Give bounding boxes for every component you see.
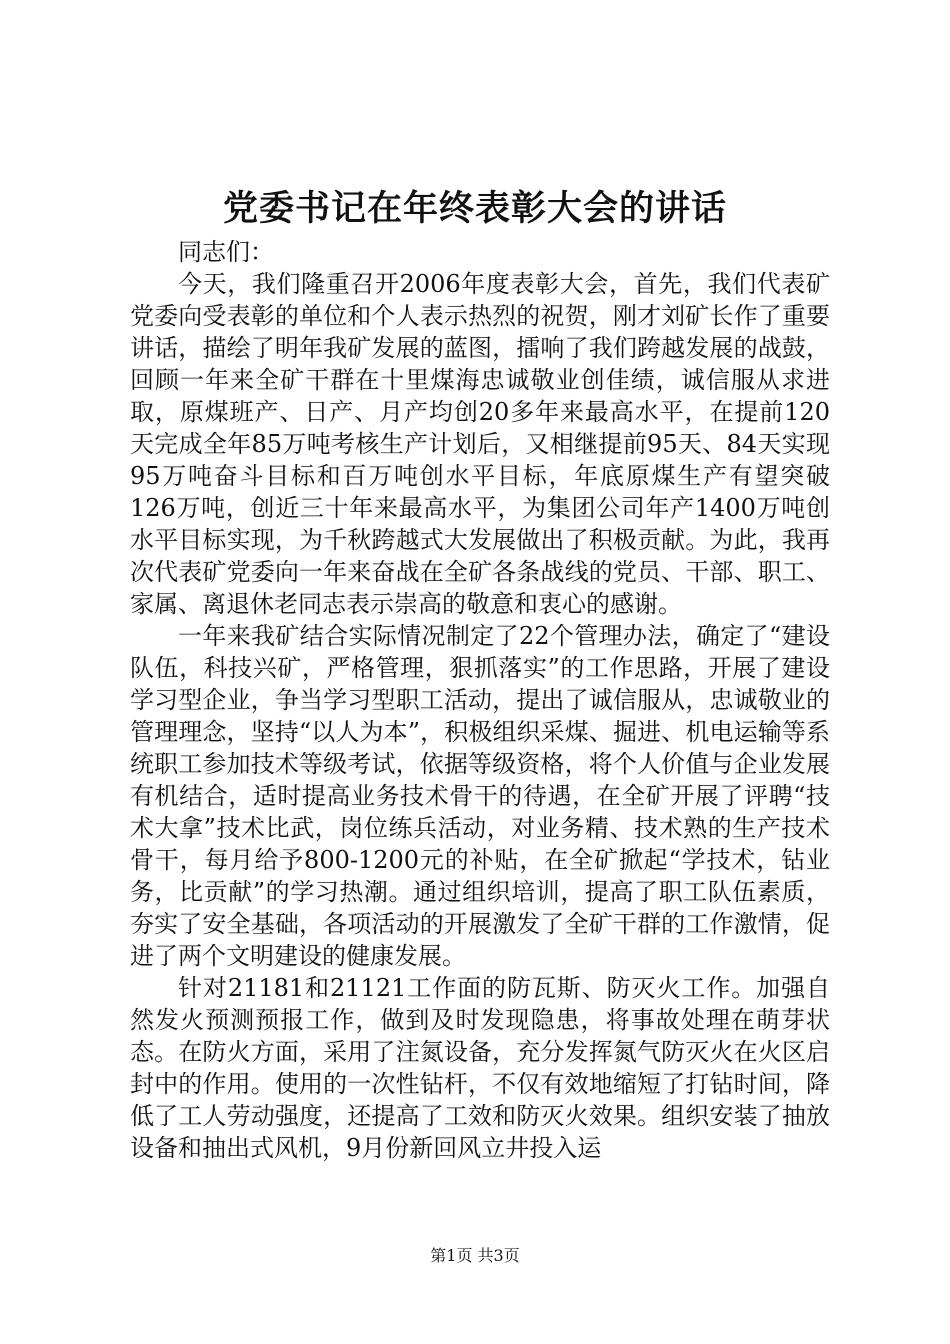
- document-title: 党委书记在年终表彰大会的讲话: [222, 188, 727, 229]
- salutation: 同志们：: [178, 238, 274, 266]
- paragraph-3: 针对21181和21121工作面的防瓦斯、防灭火工作。加强自然发火预测预报工作，做到及时发现隐患，将事故处理在萌芽状态。在防火方面，采用了注氮设备，充分发挥氮气防灭火在火区启封中的作用。使用的一次性钻杆，不仅有效地缩短了打钻时间，降低了工人劳动强度，还提高了工效和防灭火效果。组织安装了抽放设备和抽出式风机，9月份新回风立井投入运: [130, 974, 830, 1162]
- page-footer: 第1页 共3页: [430, 1246, 520, 1265]
- paragraph-2: 一年来我矿结合实际情况制定了22个管理办法，确定了“建设队伍，科技兴矿，严格管理，狠抓落实”的工作思路，开展了建设学习型企业，争当学习型职工活动，提出了诚信服从，忠诚敬业的管理理念，坚持“以人为本”，积极组织采煤、掘进、机电运输等系统职工参加技术等级考试，依据等级资格，将个人价值与企业发展有机结合，适时提高业务技术骨干的待遇，在全矿开展了评聘“技术大拿”技术比武，岗位练兵活动，对业务精、技术熟的生产技术骨干，每月给予800-1200元的补贴，在全矿掀起“学技术，钻业务，比贡献”的学习热潮。通过组织培训，提高了职工队伍素质，夯实了安全基础，各项活动的开展激发了全矿干群的工作激情，促进了两个文明建设的健康发展。: [130, 622, 830, 970]
- document-body: [130, 236, 830, 1164]
- paragraph-1: 今天，我们隆重召开2006年度表彰大会，首先，我们代表矿党委向受表彰的单位和个人表示热烈的祝贺，刚才刘矿长作了重要讲话，描绘了明年我矿发展的蓝图，擂响了我们跨越发展的战鼓，回顾一年来全矿干群在十里煤海忠诚敬业创佳绩，诚信服从求进取，原煤班产、日产、月产均创20多年来最高水平，在提前120天完成全年85万吨考核生产计划后，又相继提前95天、84天实现95万吨奋斗目标和百万吨创水平目标，年底原煤生产有望突破126万吨，创近三十年来最高水平，为集团公司年产1400万吨创水平目标实现，为千秋跨越式大发展做出了积极贡献。为此，我再次代表矿党委向一年来奋战在全矿各条战线的党员、干部、职工、家属、离退休老同志表示崇高的敬意和衷心的感谢。: [130, 270, 830, 618]
